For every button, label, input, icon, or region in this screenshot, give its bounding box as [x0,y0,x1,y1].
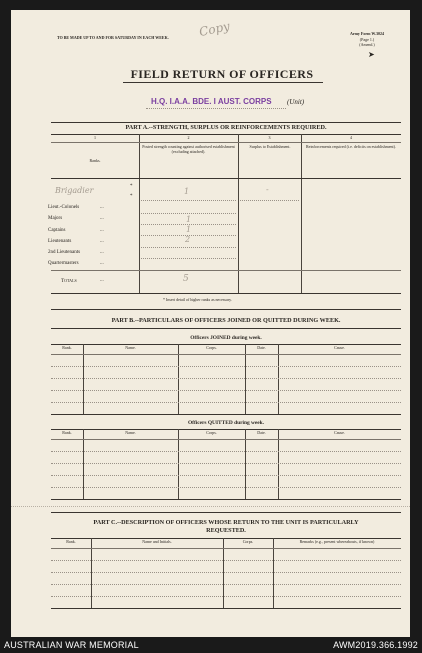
partc-col-corps: Corps. [242,539,254,544]
col-header-reinforcements: Reinforcements required (i.e. deficits on establishment). [306,144,396,149]
strength-captains: 1 [186,225,192,234]
partc-col-rank: Rank. [66,539,76,544]
part-a-heading: PART A.--STRENGTH, SURPLUS OR REINFORCEMENTS REQUIRED. [125,124,327,131]
rank-label: Captains [48,228,66,233]
col-header-posted-strength: Posted strength counting against authorised establishment (excluding attached). [142,144,235,154]
unit-label: (Unit) [287,98,305,106]
rank-row-1-handwritten: Brigadier [55,186,94,195]
document-page [11,10,410,637]
dot-leader: ... [100,216,104,221]
part-c-heading: PART C.--DESCRIPTION OF OFFICERS WHOSE RETURN TO THE UNIT IS PARTICULARLY [93,519,359,526]
rank-label: Majors [48,216,63,221]
form-reference: Army Form W.3024 [349,31,385,36]
handwritten-copy-note: Copy [197,18,231,40]
partc-col-name: Name and Initials. [142,539,172,544]
strength-lieutenants: 2 [185,235,191,244]
col-header-surplus: Surplus to Establishment. [249,144,291,149]
part-a-footnote: * Insert detail of higher ranks as necessary. [163,297,232,302]
quitted-title: Officers QUITTED during week. [187,420,265,426]
strength-majors: 1 [186,215,192,224]
joined-col-rank: Rank. [62,345,72,350]
joined-col-name: Name. [125,345,136,350]
totals-label: Totals [61,278,77,284]
col-number-3: 3 [268,135,271,140]
form-title: FIELD RETURN OF OFFICERS [130,67,314,81]
form-page: (Page 1.) [359,37,375,42]
joined-col-date: Date. [257,345,266,350]
dot-leader: ... [100,278,104,283]
strength-row-1: 1 [184,187,190,196]
col-header-ranks: Ranks. [89,158,101,163]
col-number-4: 4 [350,135,352,140]
asterisk-mark: * [130,194,133,199]
dot-leader: ... [100,250,104,255]
joined-col-cause: Cause. [334,345,345,350]
rank-label: Lieut.-Colonels [48,205,80,210]
joined-title: Officers JOINED during week. [190,335,262,341]
part-b-heading: PART B.--PARTICULARS OF OFFICERS JOINED OR QUITTED DURING WEEK. [111,317,341,324]
rank-label: Quartermasters [48,261,79,266]
arrow-mark-icon: ➤ [368,50,375,59]
col-number-2: 2 [187,135,190,140]
quitted-col-rank: Rank. [62,430,72,435]
rank-label: Lieutenants [48,239,72,244]
asterisk-mark: * [130,184,133,189]
surplus-row-1: - [266,185,269,194]
unit-stamp: H.Q. I.A.A. BDE. I AUST. CORPS [151,97,272,106]
dot-leader: ... [100,228,104,233]
quitted-col-date: Date. [257,430,266,435]
joined-col-corps: Corps. [206,345,217,350]
dot-leader: ... [100,261,104,266]
footer-accession-number: AWM2019.366.1992 [333,640,418,650]
rank-label: 2nd Lieutenants [48,250,81,255]
quitted-col-cause: Cause. [334,430,345,435]
partc-col-remarks: Remarks (e.g., present whereabouts, if known) [299,539,375,544]
part-c-heading-cont: REQUESTED. [206,527,246,534]
footer-credit: AUSTRALIAN WAR MEMORIAL [4,640,139,650]
col-number-1: 1 [94,135,96,140]
dot-leader: ... [100,239,104,244]
quitted-col-name: Name. [125,430,136,435]
quitted-col-corps: Corps. [206,430,217,435]
form-size: (Amend.) [359,42,375,47]
instruction-text: TO BE MADE UP TO AND FOR SATURDAY IN EACH WEEK. [57,35,169,40]
dot-leader: ... [100,205,104,210]
totals-value: 5 [183,274,189,284]
